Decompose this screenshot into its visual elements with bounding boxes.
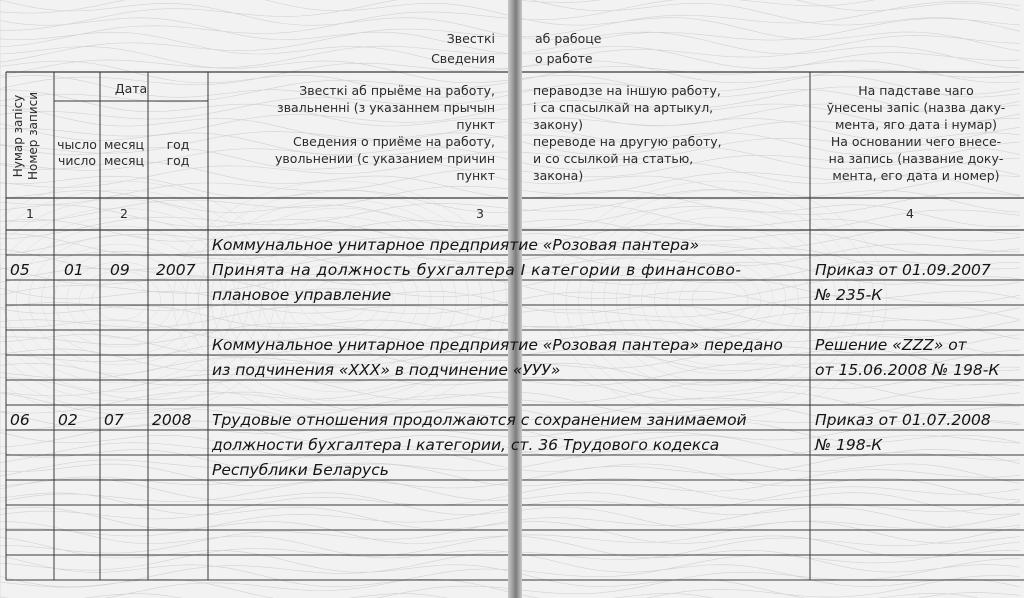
entry1-basis-1: Приказ от 01.09.2007 (815, 261, 991, 279)
book-spine (508, 0, 522, 598)
entry3-month: 07 (104, 411, 124, 429)
subtitle-by: аб рабоце (535, 31, 602, 46)
col-record-number-by: Нумар запісу (11, 94, 25, 178)
entry3-day: 02 (58, 411, 78, 429)
org-line: Коммунальное унитарное предприятие «Розовая пантера» (212, 236, 700, 254)
col-number-4: 4 (906, 206, 914, 221)
entry3-text-3: Республики Беларусь (212, 461, 389, 479)
col-info-by-3: пункт (456, 117, 495, 132)
col-date: Дата (114, 81, 148, 96)
entry3-text-1: Трудовые отношения продолжаются с сохранением занимаемой (212, 411, 747, 429)
entry1-month: 09 (110, 261, 130, 279)
col-transfer-ru-2: и со ссылкой на статью, (533, 151, 694, 166)
subtitle-ru: о работе (535, 51, 593, 66)
col-year-by: год (166, 137, 190, 152)
col-number-2: 2 (120, 206, 128, 221)
col-transfer-by-2: і са спасылкай на артыкул, (533, 100, 714, 115)
entry1-text-2: плановое управление (212, 286, 392, 304)
entry1-day: 01 (64, 261, 84, 279)
col-basis-6: мента, его дата и номер) (832, 168, 1000, 183)
col-month-ru: месяц (103, 153, 145, 168)
col-number-3: 3 (476, 206, 484, 221)
col-info-by-1: Звесткі аб прыёме на работу, (299, 83, 495, 98)
entry2-basis-2: от 15.06.2008 № 198-К (815, 361, 1000, 379)
col-info-by-2: звальненні (з указаннем прычын (277, 100, 495, 115)
col-month-by: месяц (103, 137, 145, 152)
title-ru: Сведения (431, 51, 495, 66)
col-basis-5: на запись (название доку- (828, 151, 1004, 166)
entry3-number: 06 (10, 411, 30, 429)
col-transfer-by-3: закону) (533, 117, 583, 132)
col-transfer-by-1: пераводзе на іншую работу, (533, 83, 721, 98)
col-info-ru-2: увольнении (с указанием причин (275, 151, 495, 166)
col-basis-4: На основании чего внесе- (830, 134, 1002, 149)
col-info-ru-1: Сведения о приёме на работу, (293, 134, 495, 149)
entry3-year: 2008 (152, 411, 192, 429)
col-number-1: 1 (26, 206, 34, 221)
col-basis-1: На падставе чаго (858, 83, 974, 98)
col-record-number-ru: Номер записи (26, 92, 40, 181)
col-day-by: чысло (57, 137, 97, 152)
entry2-text-2: из подчинения «ХХХ» в подчинение «УУУ» (212, 361, 561, 379)
col-transfer-ru-3: закона) (533, 168, 584, 183)
entry1-year: 2007 (156, 261, 196, 279)
entry1-basis-2: № 235-К (815, 286, 883, 304)
entry3-text-2: должности бухгалтера I категории, ст. 36 Трудового кодекса (212, 436, 720, 454)
entry1-text-1: Принята на должность бухгалтера I категории в финансово- (212, 261, 742, 279)
col-basis-3: мента, яго дата і нумар) (834, 117, 998, 132)
entry2-text-1: Коммунальное унитарное предприятие «Розовая пантера» передано (212, 336, 783, 354)
entry3-basis-2: № 198-К (815, 436, 883, 454)
entry1-number: 05 (10, 261, 30, 279)
col-year-ru: год (166, 153, 190, 168)
col-day-ru: число (57, 153, 97, 168)
col-basis-2: ўнесены запіс (назва дакy- (826, 100, 1006, 115)
entry2-basis-1: Решение «ZZZ» от (815, 336, 967, 354)
entry3-basis-1: Приказ от 01.07.2008 (815, 411, 991, 429)
col-transfer-ru-1: переводе на другую работу, (533, 134, 722, 149)
title-by: Звесткі (446, 31, 495, 46)
col-info-ru-3: пункт (456, 168, 495, 183)
